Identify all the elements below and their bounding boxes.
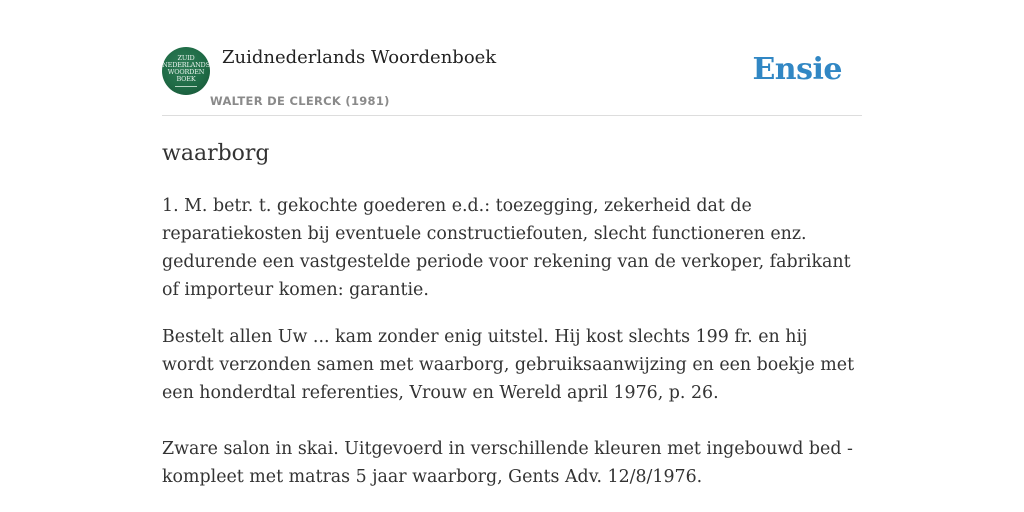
headword: waarborg <box>162 141 270 166</box>
dictionary-header <box>162 0 862 116</box>
example-quote-2: Zware salon in skai. Uitgevoerd in verschillende kleuren met ingebouwd bed - kompleet met matras 5 jaar waarborg, Gents Adv. 12/8/1976. <box>162 439 853 487</box>
logo-text-line-1: ZUID <box>177 54 195 62</box>
page-content <box>162 0 862 512</box>
dictionary-title[interactable]: Zuidnederlands Woordenboek <box>222 47 497 68</box>
example-quote-1: Bestelt allen Uw ... kam zonder enig uitstel. Hij kost slechts 199 fr. en hij wordt verzonden samen met waarborg, gebruiksaanwijzing en een boekje met een honderdtal referenties, Vrouw en Wereld april 1976, p. 26. <box>162 327 855 403</box>
logo-text-line-3: WOORDEN <box>167 68 205 76</box>
logo-text-line-2: NEDERLANDS <box>162 61 210 69</box>
dictionary-author: WALTER DE CLERCK (1981) <box>210 94 390 108</box>
dictionary-logo[interactable] <box>162 47 210 95</box>
logo-rule <box>175 86 197 87</box>
logo-text-line-4: BOEK <box>176 75 196 83</box>
definition-text: 1. M. betr. t. gekochte goederen e.d.: toezegging, zekerheid dat de reparatiekosten bij eventuele constructiefouten, slecht functioneren enz. gedurende een vastgestelde periode voor rekening van de verkoper, fabrikant of importeur komen: garantie. <box>162 196 851 300</box>
ensie-brand-logo[interactable]: Ensie <box>752 52 842 87</box>
